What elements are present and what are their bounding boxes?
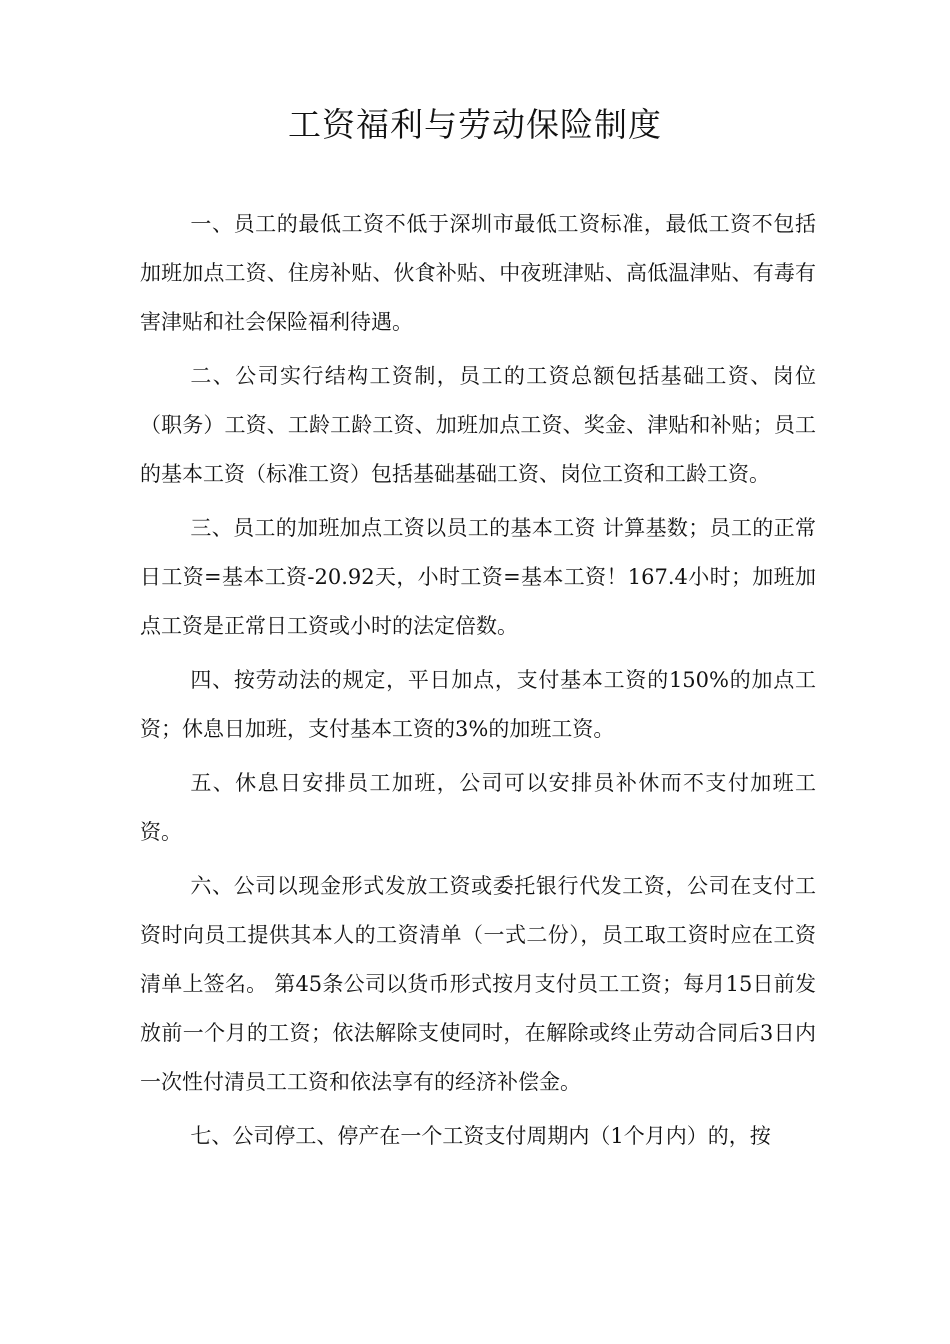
paragraph-7: 七、公司停工、停产在一个工资支付周期内（1个月内）的，按 xyxy=(190,1124,771,1148)
paragraph-5: 五、休息日安排员工加班，公司可以安排员补休而不支付加班工资。 xyxy=(140,771,816,844)
paragraph-3: 三、员工的加班加点工资以员工的基本工资 计算基数；员工的正常日工资=基本工资-20.92天，小时工资=基本工资！167.4小时；加班加点工资是正常日工资或小时的法定倍数。 xyxy=(140,516,816,638)
paragraph-4: 四、按劳动法的规定，平日加点，支付基本工资的150%的加点工资；休息日加班，支付基本工资的3%的加班工资。 xyxy=(140,668,816,741)
paragraph-2: 二、公司实行结构工资制，员工的工资总额包括基础工资、岗位（职务）工资、工龄工龄工资、加班加点工资、奖金、津贴和补贴；员工的基本工资（标准工资）包括基础基础工资、岗位工资和工龄工资。 xyxy=(140,364,816,486)
paragraph-6: 六、公司以现金形式发放工资或委托银行代发工资，公司在支付工资时向员工提供其本人的工资清单（一式二份），员工取工资时应在工资清单上签名。 第45条公司以货币形式按月支付员工工资；每月15日前发放前一个月的工资；依法解除支使同时，在解除或终止劳动合同后3日内一次性付清员工工资和依法享有的经济补偿金。 xyxy=(140,874,816,1094)
document-body xyxy=(140,200,816,1166)
paragraph-1: 一、员工的最低工资不低于深圳市最低工资标准，最低工资不包括加班加点工资、住房补贴、伙食补贴、中夜班津贴、高低温津贴、有毒有害津贴和社会保险福利待遇。 xyxy=(140,212,816,334)
document-title: 工资福利与劳动保险制度 xyxy=(288,105,662,144)
